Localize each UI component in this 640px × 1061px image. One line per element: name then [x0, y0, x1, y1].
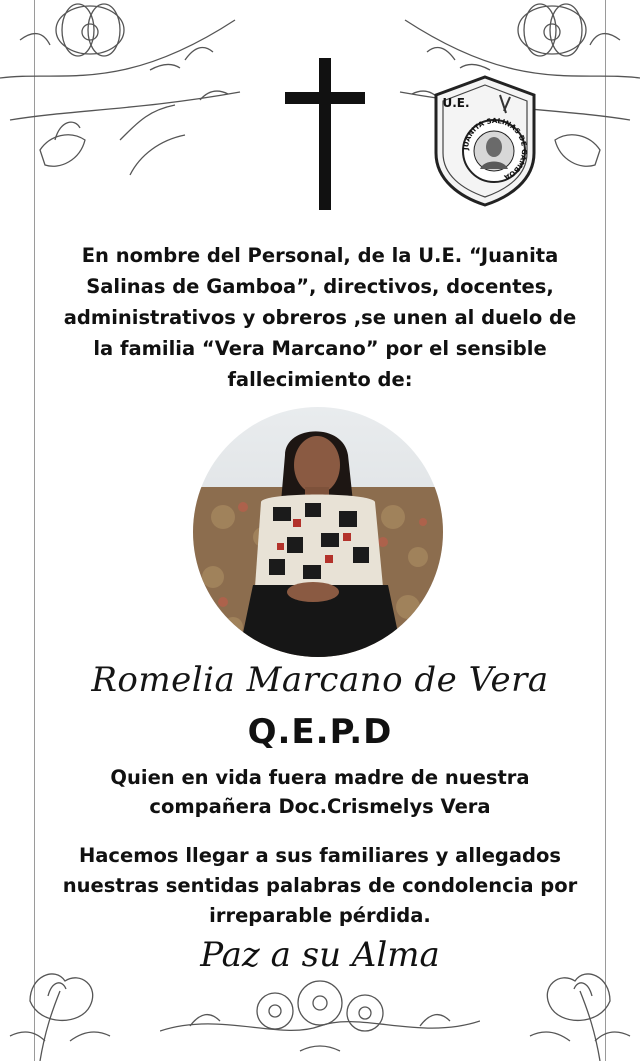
- floral-bottom-center: [160, 971, 480, 1061]
- svg-text:JUANITA SALINAS DE GAMBOA: JUANITA SALINAS DE GAMBOA: [461, 116, 529, 182]
- relation-message: Quien en vida fuera madre de nuestra compañera Doc.Crismelys Vera: [110, 766, 530, 818]
- intro-message: En nombre del Personal, de la U.E. “Juanita Salinas de Gamboa”, directivos, docentes, administrativos y obreros ,se unen al duelo de la familia “Vera Marcano” por el sensible fallecimiento de:: [63, 244, 577, 391]
- floral-corner-bottom-left: [0, 941, 140, 1061]
- floral-corner-bottom-right: [500, 941, 640, 1061]
- deceased-photo: [193, 407, 443, 657]
- qepd-label: Q.E.P.D: [247, 712, 393, 752]
- farewell-message: Paz a su Alma: [200, 935, 440, 975]
- floral-corner-top-left: [0, 0, 260, 190]
- logo-initials: U.E.: [442, 96, 470, 110]
- logo-ring-text: [460, 115, 530, 185]
- condolence-message: Hacemos llegar a sus familiares y allegados nuestras sentidas palabras de condolencia por irreparable pérdida.: [62, 844, 578, 927]
- cross-icon: [285, 58, 365, 210]
- deceased-name: Romelia Marcano de Vera: [91, 660, 549, 700]
